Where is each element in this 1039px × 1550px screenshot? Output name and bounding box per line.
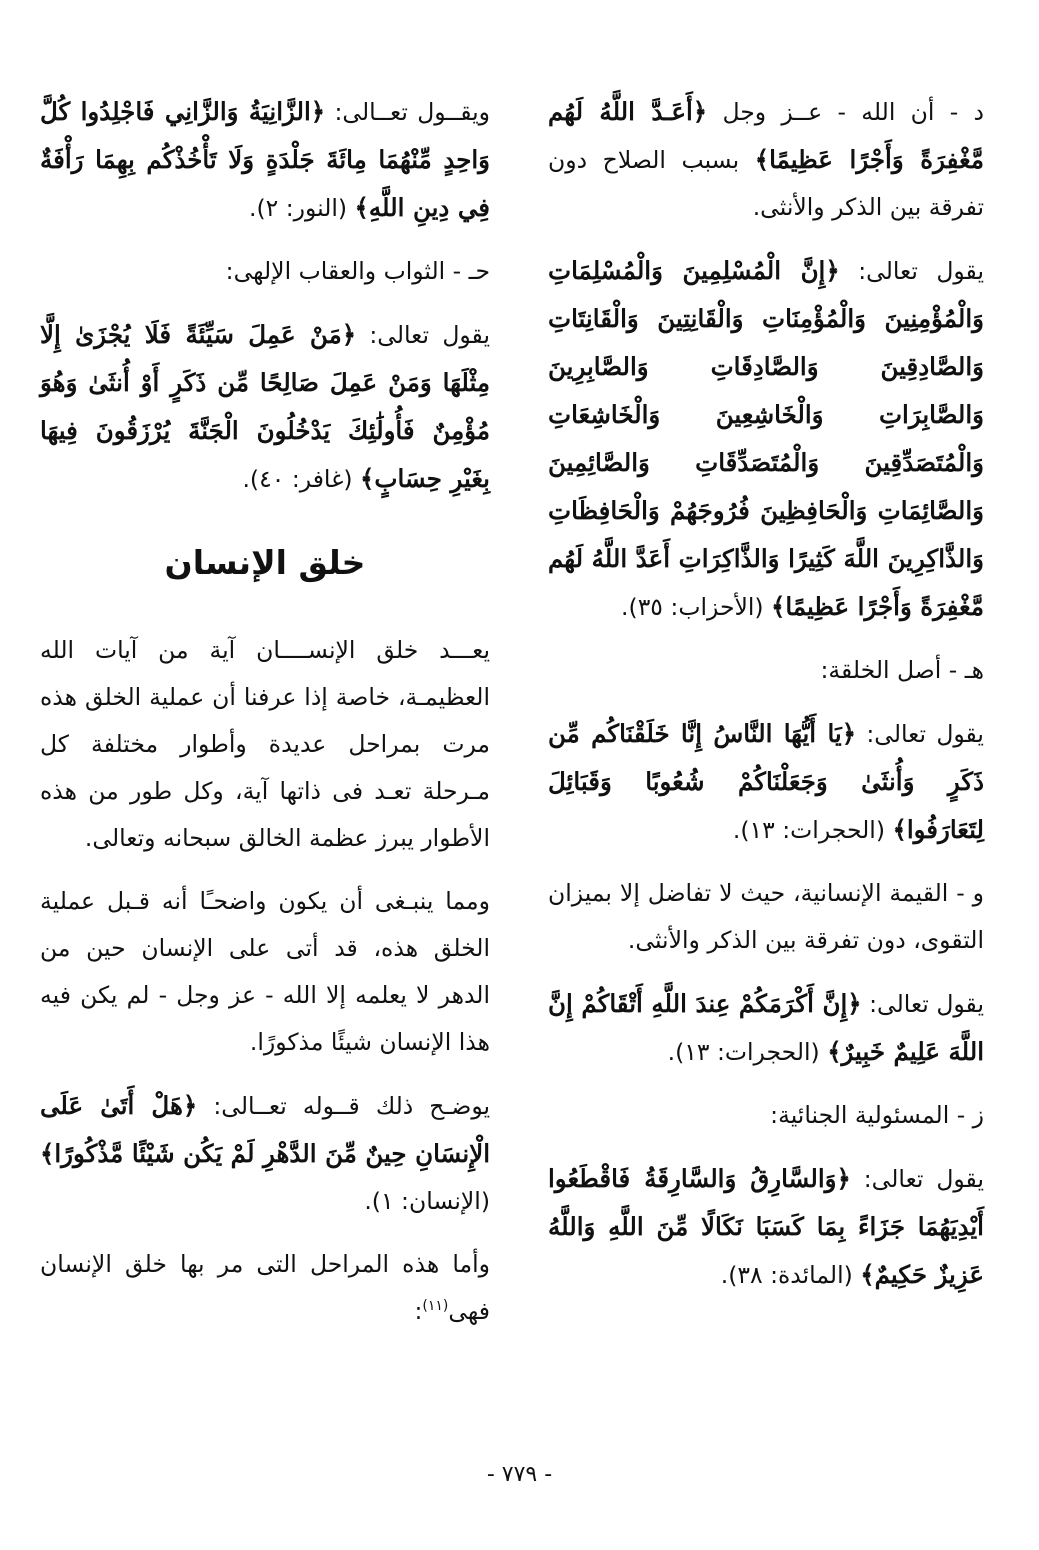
- quran-quote: ﴿وَالسَّارِقُ وَالسَّارِقَةُ فَاقْطَعُوا أَيْدِيَهُمَا جَزَاءً بِمَا كَسَبَا نَكَالًا مِّنَ اللَّهِ وَاللَّهُ عَزِيزٌ حَكِيمٌ﴾: [548, 1164, 984, 1289]
- section-heading: خلق الإنسان: [164, 543, 366, 582]
- section-label: هـ - أصل الخلقة:: [820, 656, 984, 684]
- body-text: يوضـح ذلك قــوله تعــالى:: [197, 1092, 490, 1120]
- verse-reference: (الحجرات: ١٣).: [732, 816, 893, 844]
- page-number: - ٧٧٩ -: [486, 1462, 553, 1487]
- section-label: حـ - الثواب والعقاب الإلهى:: [225, 257, 490, 285]
- quran-quote: ﴿الزَّانِيَةُ وَالزَّانِي فَاجْلِدُوا كُلَّ وَاحِدٍ مِّنْهُمَا مِائَةَ جَلْدَةٍ وَلَا تَأْخُذْكُم بِهِمَا رَأْفَةٌ فِي دِينِ اللَّهِ﴾: [40, 97, 490, 222]
- verse-reference: (الأحزاب: ٣٥).: [621, 593, 772, 621]
- paragraph: [548, 980, 984, 1076]
- body-text: يقول تعالى:: [861, 990, 984, 1018]
- body-text: بسبب الصلاح دون تفرقة بين الذكر والأنثى.: [548, 146, 984, 221]
- paragraph: [548, 88, 984, 231]
- body-text: يقول تعالى:: [850, 1165, 984, 1193]
- body-text: د - أن الله - عــز وجل: [707, 98, 984, 126]
- verse-reference: (النور: ٢).: [248, 194, 355, 222]
- footnote-marker: (١١): [422, 1298, 449, 1315]
- right-column: [548, 88, 984, 1315]
- body-text: :: [414, 1297, 423, 1325]
- body-text: يقول تعالى:: [856, 720, 984, 748]
- verse-reference: (الحجرات: ١٣).: [667, 1038, 828, 1066]
- paragraph: يعـــد خلق الإنســــان آية من آيات الله العظيمـة، خاصة إذا عرفنا أن عملية الخلق هذه مرت بمراحل عديدة وأطوار مختلفة كل مـرحلة تعـد فى ذاتها آية، وكل طور من هذه الأطوار يبرز عظمة الخالق سبحانه وتعالى.: [40, 636, 490, 852]
- quran-quote: ﴿هَلْ أَتَىٰ عَلَى الْإِنسَانِ حِينٌ مِّنَ الدَّهْرِ لَمْ يَكُن شَيْئًا مَّذْكُورًا﴾: [40, 1091, 490, 1168]
- paragraph: ومما ينبـغى أن يكون واضحـًا أنه قـبل عملية الخلق هذه، قد أتى على الإنسان حين من الدهر لا يعلمه إلا الله - عز وجل - لم يكن فيه هذا الإنسان شيئًا مذكورًا.: [40, 887, 490, 1056]
- body-text: يقول تعالى:: [356, 321, 490, 349]
- left-column: [40, 88, 490, 1351]
- body-text: يقول تعالى:: [839, 257, 984, 285]
- paragraph: [40, 1082, 490, 1225]
- paragraph: [548, 247, 984, 631]
- quran-quote: ﴿إِنَّ الْمُسْلِمِينَ وَالْمُسْلِمَاتِ وَالْمُؤْمِنِينَ وَالْمُؤْمِنَاتِ وَالْقَانِتِينَ وَالْقَانِتَاتِ وَالصَّادِقِينَ وَالصَّادِقَاتِ وَالصَّابِرِينَ وَالصَّابِرَاتِ وَالْخَاشِعِينَ وَالْخَاشِعَاتِ وَالْمُتَصَدِّقِينَ وَالْمُتَصَدِّقَاتِ وَالصَّائِمِينَ وَالصَّائِمَاتِ وَالْحَافِظِينَ فُرُوجَهُمْ وَالْحَافِظَاتِ وَالذَّاكِرِينَ اللَّهَ كَثِيرًا وَالذَّاكِرَاتِ أَعَدَّ اللَّهُ لَهُم مَّغْفِرَةً وَأَجْرًا عَظِيمًا﴾: [548, 256, 984, 621]
- verse-reference: (غافر: ٤٠).: [242, 465, 361, 493]
- paragraph: [40, 88, 490, 232]
- body-text: وأما هذه المراحل التى مر بها خلق الإنسان فهى: [40, 1250, 490, 1325]
- section-label: ز - المسئولية الجنائية:: [770, 1101, 984, 1129]
- quran-quote: ﴿إِنَّ أَكْرَمَكُمْ عِندَ اللَّهِ أَتْقَاكُمْ إِنَّ اللَّهَ عَلِيمٌ خَبِيرٌ﴾: [548, 989, 984, 1066]
- verse-reference: (الإنسان: ١).: [364, 1187, 490, 1215]
- paragraph: [548, 710, 984, 854]
- quran-quote: ﴿مَنْ عَمِلَ سَيِّئَةً فَلَا يُجْزَىٰ إِلَّا مِثْلَهَا وَمَنْ عَمِلَ صَالِحًا مِّن ذَكَرٍ أَوْ أُنثَىٰ وَهُوَ مُؤْمِنٌ فَأُولَٰئِكَ يَدْخُلُونَ الْجَنَّةَ يُرْزَقُونَ فِيهَا بِغَيْرِ حِسَابٍ﴾: [40, 320, 490, 493]
- verse-reference: (المائدة: ٣٨).: [720, 1261, 861, 1289]
- paragraph: [40, 311, 490, 503]
- body-text: ويقــول تعــالى:: [325, 98, 490, 126]
- quran-quote: ﴿يَا أَيُّهَا النَّاسُ إِنَّا خَلَقْنَاكُم مِّن ذَكَرٍ وَأُنثَىٰ وَجَعَلْنَاكُمْ شُعُوبًا وَقَبَائِلَ لِتَعَارَفُوا﴾: [548, 719, 984, 844]
- quran-quote: ﴿أَعَـدَّ اللَّهُ لَهُم مَّغْفِرَةً وَأَجْرًا عَظِيمًا﴾: [548, 97, 984, 174]
- paragraph: [40, 1241, 490, 1335]
- paragraph: [548, 1155, 984, 1299]
- paragraph: و - القيمة الإنسانية، حيث لا تفاضل إلا بميزان التقوى، دون تفرقة بين الذكر والأنثى.: [548, 879, 984, 954]
